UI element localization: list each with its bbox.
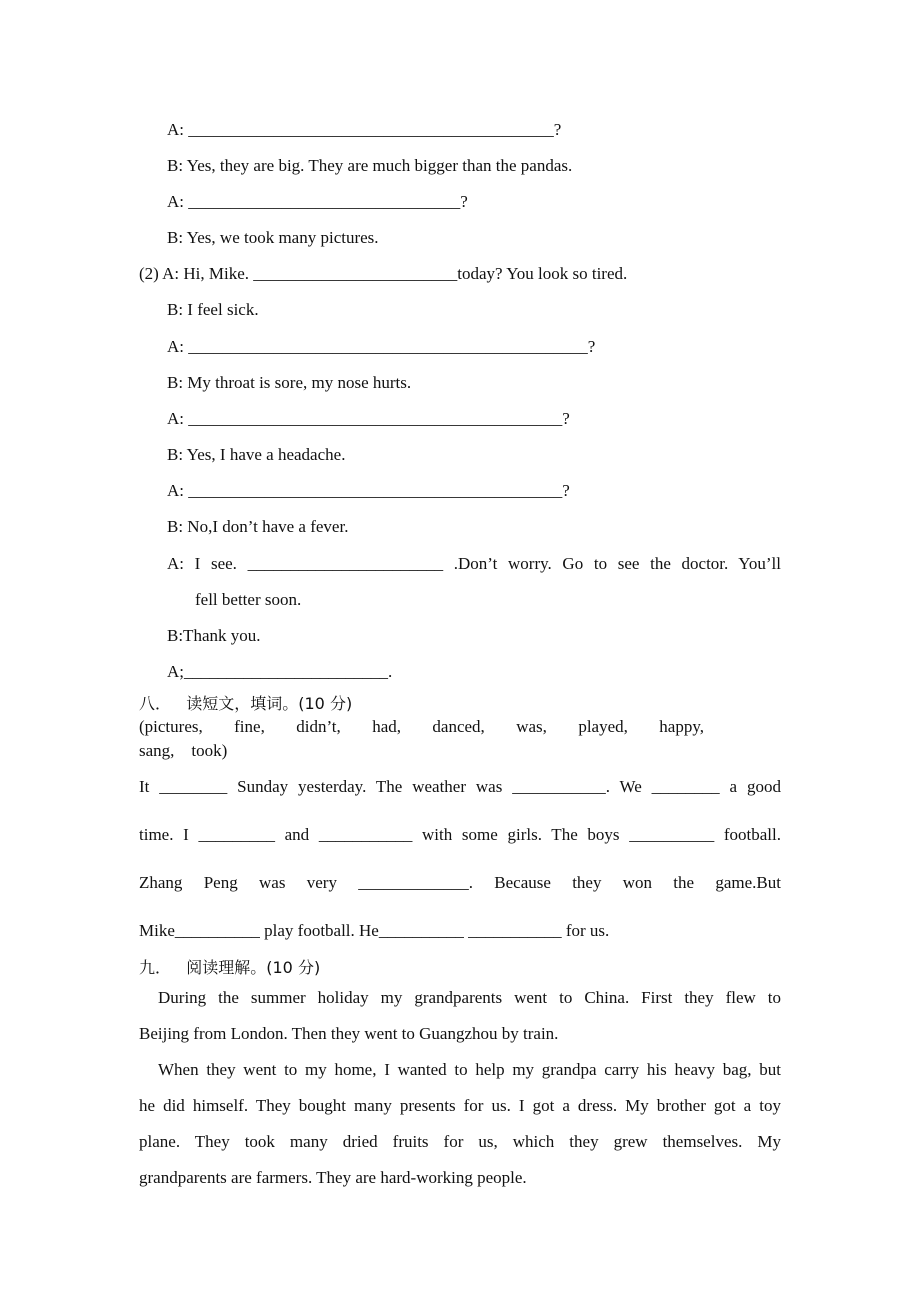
word-bank-item: was, [516,717,547,736]
word-bank-item: didn’t, [296,717,341,736]
dialogue-line: fell better soon. [195,590,302,609]
paragraph-line: When they went to my home, I wanted to help my grandpa carry his heavy bag, but [158,1060,781,1079]
fill-in-line: It ________ Sunday yesterday. The weather was ___________. We ________ a good [139,777,781,796]
dialogue-line: B: I feel sick. [167,300,259,319]
dialogue-line: B:Thank you. [167,626,261,645]
dialogue-line: A: ___________________________________________? [167,120,562,139]
word-bank-item: played, [578,717,628,736]
fill-in-line: Mike__________ play football. He__________ ___________ for us. [139,921,610,940]
dialogue-line: (2) A: Hi, Mike. ________________________today? You look so tired. [139,264,628,283]
dialogue-line: B: No,I don’t have a fever. [167,517,349,536]
fill-in-line: time. I _________ and ___________ with some girls. The boys __________ football. [139,825,781,844]
word-bank-item: (pictures, [139,717,203,736]
fill-in-line: Zhang Peng was very _____________. Because they won the game.But [139,873,781,892]
word-bank-item: danced, [432,717,485,736]
dialogue-line: A: ________________________________? [167,192,468,211]
word-bank-line-2: sang, took) [139,741,228,760]
dialogue-line: A: I see. _______________________ .Don’t worry. Go to see the doctor. You’ll [167,554,781,573]
paragraph-line: Beijing from London. Then they went to Guangzhou by train. [139,1024,559,1043]
paragraph-line: During the summer holiday my grandparents went to China. First they flew to [158,988,781,1007]
dialogue-line: A: ____________________________________________? [167,481,570,500]
paragraph-line: grandparents are farmers. They are hard-working people. [139,1168,527,1187]
paragraph-line: plane. They took many dried fruits for us, which they grew themselves. My [139,1132,781,1151]
word-bank-item: fine, [234,717,265,736]
dialogue-line: B: Yes, we took many pictures. [167,228,379,247]
dialogue-line: A;________________________. [167,662,393,681]
dialogue-line: A: ____________________________________________? [167,409,570,428]
dialogue-line: B: Yes, they are big. They are much bigger than the pandas. [167,156,573,175]
dialogue-line: B: My throat is sore, my nose hurts. [167,373,412,392]
word-bank-item: happy, [659,717,704,736]
paragraph-line: he did himself. They bought many presents for us. I got a dress. My brother got a toy [139,1096,781,1115]
section-8-heading: 八． 读短文，填词。(10 分) [139,694,353,713]
word-bank-item: had, [372,717,401,736]
section-9-heading: 九． 阅读理解。(10 分) [139,958,321,977]
word-bank [139,716,704,738]
dialogue-line: B: Yes, I have a headache. [167,445,346,464]
dialogue-line: A: _______________________________________________? [167,337,596,356]
